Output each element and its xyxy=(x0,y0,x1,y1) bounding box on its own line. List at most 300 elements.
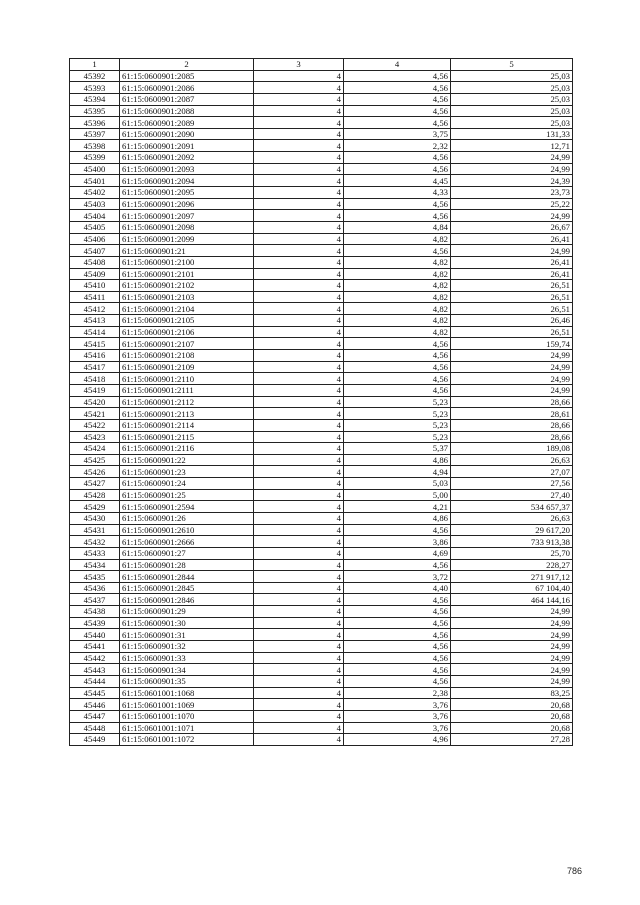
table-cell-col-1: 45419 xyxy=(70,384,120,396)
table-cell-col-1: 45432 xyxy=(70,536,120,548)
table-cell-col-4: 4,56 xyxy=(344,594,451,606)
table-cell-col-2: 61:15:0600901:2087 xyxy=(120,93,254,105)
table-row xyxy=(70,629,573,641)
table-cell-col-3: 4 xyxy=(254,280,344,292)
table-row xyxy=(70,536,573,548)
header-col-4: 4 xyxy=(344,59,451,71)
table-cell-col-2: 61:15:0600901:2845 xyxy=(120,582,254,594)
table-cell-col-4: 4,56 xyxy=(344,384,451,396)
table-cell-col-4: 4,56 xyxy=(344,338,451,350)
table-cell-col-1: 45415 xyxy=(70,338,120,350)
table-cell-col-3: 4 xyxy=(254,687,344,699)
table-cell-col-5: 25,03 xyxy=(451,82,573,94)
table-cell-col-5: 26,63 xyxy=(451,512,573,524)
table-cell-col-4: 4,56 xyxy=(344,559,451,571)
table-row xyxy=(70,233,573,245)
table-cell-col-4: 4,56 xyxy=(344,210,451,222)
table-cell-col-4: 4,69 xyxy=(344,547,451,559)
table-cell-col-1: 45413 xyxy=(70,315,120,327)
table-cell-col-1: 45443 xyxy=(70,664,120,676)
table-cell-col-1: 45403 xyxy=(70,198,120,210)
table-cell-col-1: 45429 xyxy=(70,501,120,513)
table-cell-col-4: 2,38 xyxy=(344,687,451,699)
table-cell-col-2: 61:15:0601001:1069 xyxy=(120,699,254,711)
table-cell-col-4: 5,37 xyxy=(344,443,451,455)
table-row xyxy=(70,303,573,315)
table-cell-col-1: 45424 xyxy=(70,443,120,455)
table-cell-col-5: 27,40 xyxy=(451,489,573,501)
table-cell-col-2: 61:15:0600901:2105 xyxy=(120,315,254,327)
table-cell-col-4: 4,82 xyxy=(344,256,451,268)
table-cell-col-2: 61:15:0600901:2091 xyxy=(120,140,254,152)
table-cell-col-1: 45447 xyxy=(70,710,120,722)
table-cell-col-5: 28,61 xyxy=(451,408,573,420)
table-cell-col-3: 4 xyxy=(254,338,344,350)
table-cell-col-5: 24,39 xyxy=(451,175,573,187)
table-cell-col-3: 4 xyxy=(254,431,344,443)
table-row xyxy=(70,443,573,455)
table-cell-col-2: 61:15:0600901:32 xyxy=(120,641,254,653)
table-cell-col-2: 61:15:0600901:2085 xyxy=(120,70,254,82)
table-row xyxy=(70,478,573,490)
table-cell-col-4: 3,76 xyxy=(344,699,451,711)
table-cell-col-1: 45435 xyxy=(70,571,120,583)
table-row xyxy=(70,175,573,187)
table-cell-col-4: 3,86 xyxy=(344,536,451,548)
table-cell-col-1: 45422 xyxy=(70,419,120,431)
table-cell-col-1: 45411 xyxy=(70,291,120,303)
table-cell-col-2: 61:15:0601001:1072 xyxy=(120,734,254,746)
table-cell-col-5: 26,41 xyxy=(451,268,573,280)
table-cell-col-2: 61:15:0600901:2666 xyxy=(120,536,254,548)
table-cell-col-3: 4 xyxy=(254,187,344,199)
table-cell-col-1: 45448 xyxy=(70,722,120,734)
table-cell-col-4: 4,82 xyxy=(344,315,451,327)
table-row xyxy=(70,641,573,653)
table-row xyxy=(70,373,573,385)
table-cell-col-3: 4 xyxy=(254,152,344,164)
table-cell-col-3: 4 xyxy=(254,256,344,268)
table-cell-col-3: 4 xyxy=(254,734,344,746)
table-cell-col-3: 4 xyxy=(254,443,344,455)
table-cell-col-5: 26,51 xyxy=(451,326,573,338)
table-cell-col-2: 61:15:0600901:2101 xyxy=(120,268,254,280)
table-cell-col-2: 61:15:0600901:2106 xyxy=(120,326,254,338)
table-cell-col-2: 61:15:0600901:2110 xyxy=(120,373,254,385)
table-cell-col-5: 159,74 xyxy=(451,338,573,350)
table-cell-col-5: 24,99 xyxy=(451,210,573,222)
table-cell-col-2: 61:15:0600901:2610 xyxy=(120,524,254,536)
cadastral-table xyxy=(69,58,573,746)
table-cell-col-4: 4,40 xyxy=(344,582,451,594)
table-row xyxy=(70,489,573,501)
table-cell-col-4: 4,21 xyxy=(344,501,451,513)
table-cell-col-3: 4 xyxy=(254,582,344,594)
table-cell-col-2: 61:15:0600901:35 xyxy=(120,675,254,687)
table-cell-col-4: 4,56 xyxy=(344,350,451,362)
table-cell-col-2: 61:15:0601001:1070 xyxy=(120,710,254,722)
table-row xyxy=(70,128,573,140)
table-cell-col-4: 4,56 xyxy=(344,652,451,664)
table-row xyxy=(70,524,573,536)
table-cell-col-1: 45430 xyxy=(70,512,120,524)
table-cell-col-4: 4,82 xyxy=(344,291,451,303)
page-number: 786 xyxy=(567,866,583,876)
table-cell-col-5: 24,99 xyxy=(451,652,573,664)
table-cell-col-3: 4 xyxy=(254,606,344,618)
table-cell-col-5: 27,07 xyxy=(451,466,573,478)
table-row xyxy=(70,675,573,687)
table-row xyxy=(70,408,573,420)
table-cell-col-2: 61:15:0600901:22 xyxy=(120,454,254,466)
table-cell-col-1: 45417 xyxy=(70,361,120,373)
table-row xyxy=(70,315,573,327)
table-cell-col-3: 4 xyxy=(254,128,344,140)
table-cell-col-5: 24,99 xyxy=(451,163,573,175)
table-cell-col-2: 61:15:0600901:2102 xyxy=(120,280,254,292)
table-cell-col-2: 61:15:0600901:25 xyxy=(120,489,254,501)
table-body xyxy=(70,70,573,745)
table-cell-col-5: 24,99 xyxy=(451,664,573,676)
table-cell-col-1: 45427 xyxy=(70,478,120,490)
table-cell-col-5: 25,03 xyxy=(451,105,573,117)
table-cell-col-1: 45398 xyxy=(70,140,120,152)
table-cell-col-1: 45396 xyxy=(70,117,120,129)
table-cell-col-5: 25,22 xyxy=(451,198,573,210)
table-row xyxy=(70,571,573,583)
table-cell-col-5: 20,68 xyxy=(451,710,573,722)
table-cell-col-3: 4 xyxy=(254,722,344,734)
table-cell-col-3: 4 xyxy=(254,105,344,117)
table-cell-col-2: 61:15:0600901:30 xyxy=(120,617,254,629)
table-cell-col-4: 4,56 xyxy=(344,70,451,82)
header-col-3: 3 xyxy=(254,59,344,71)
table-cell-col-5: 24,99 xyxy=(451,641,573,653)
table-cell-col-5: 24,99 xyxy=(451,361,573,373)
table-cell-col-3: 4 xyxy=(254,82,344,94)
table-cell-col-1: 45416 xyxy=(70,350,120,362)
table-cell-col-1: 45428 xyxy=(70,489,120,501)
table-cell-col-1: 45406 xyxy=(70,233,120,245)
table-cell-col-1: 45423 xyxy=(70,431,120,443)
table-cell-col-4: 4,82 xyxy=(344,280,451,292)
table-cell-col-2: 61:15:0600901:2108 xyxy=(120,350,254,362)
table-cell-col-1: 45402 xyxy=(70,187,120,199)
table-cell-col-5: 534 657,37 xyxy=(451,501,573,513)
table-cell-col-5: 27,56 xyxy=(451,478,573,490)
table-row xyxy=(70,384,573,396)
table-cell-col-2: 61:15:0600901:2093 xyxy=(120,163,254,175)
table-cell-col-5: 24,99 xyxy=(451,606,573,618)
table-cell-col-1: 45438 xyxy=(70,606,120,618)
table-cell-col-1: 45395 xyxy=(70,105,120,117)
table-cell-col-3: 4 xyxy=(254,466,344,478)
table-cell-col-3: 4 xyxy=(254,524,344,536)
table-cell-col-2: 61:15:0600901:21 xyxy=(120,245,254,257)
table-cell-col-1: 45394 xyxy=(70,93,120,105)
table-cell-col-3: 4 xyxy=(254,512,344,524)
table-cell-col-1: 45439 xyxy=(70,617,120,629)
table-cell-col-3: 4 xyxy=(254,408,344,420)
table-cell-col-1: 45414 xyxy=(70,326,120,338)
table-cell-col-3: 4 xyxy=(254,489,344,501)
table-cell-col-2: 61:15:0600901:2086 xyxy=(120,82,254,94)
table-cell-col-1: 45401 xyxy=(70,175,120,187)
table-row xyxy=(70,710,573,722)
table-cell-col-3: 4 xyxy=(254,396,344,408)
table-cell-col-4: 4,56 xyxy=(344,152,451,164)
table-cell-col-5: 67 104,40 xyxy=(451,582,573,594)
table-row xyxy=(70,210,573,222)
table-cell-col-3: 4 xyxy=(254,70,344,82)
table-row xyxy=(70,699,573,711)
table-cell-col-5: 24,99 xyxy=(451,675,573,687)
table-cell-col-3: 4 xyxy=(254,315,344,327)
table-cell-col-3: 4 xyxy=(254,594,344,606)
table-cell-col-5: 25,03 xyxy=(451,117,573,129)
table-cell-col-5: 12,71 xyxy=(451,140,573,152)
table-cell-col-5: 131,33 xyxy=(451,128,573,140)
table-cell-col-4: 4,56 xyxy=(344,641,451,653)
table-row xyxy=(70,187,573,199)
table-cell-col-4: 4,56 xyxy=(344,245,451,257)
table-row xyxy=(70,140,573,152)
table-cell-col-1: 45441 xyxy=(70,641,120,653)
table-cell-col-3: 4 xyxy=(254,268,344,280)
table-cell-col-3: 4 xyxy=(254,710,344,722)
table-cell-col-2: 61:15:0600901:2103 xyxy=(120,291,254,303)
table-row xyxy=(70,594,573,606)
table-cell-col-5: 27,28 xyxy=(451,734,573,746)
table-cell-col-5: 28,66 xyxy=(451,431,573,443)
table-row xyxy=(70,722,573,734)
table-cell-col-5: 26,41 xyxy=(451,256,573,268)
table-cell-col-2: 61:15:0600901:27 xyxy=(120,547,254,559)
table-row xyxy=(70,245,573,257)
table-cell-col-4: 4,56 xyxy=(344,617,451,629)
table-cell-col-1: 45412 xyxy=(70,303,120,315)
table-cell-col-2: 61:15:0600901:2095 xyxy=(120,187,254,199)
table-cell-col-1: 45425 xyxy=(70,454,120,466)
table-cell-col-4: 3,76 xyxy=(344,710,451,722)
table-cell-col-4: 2,32 xyxy=(344,140,451,152)
table-cell-col-5: 20,68 xyxy=(451,699,573,711)
table-cell-col-4: 4,86 xyxy=(344,454,451,466)
table-row xyxy=(70,163,573,175)
header-col-1: 1 xyxy=(70,59,120,71)
table-cell-col-3: 4 xyxy=(254,361,344,373)
table-cell-col-2: 61:15:0600901:2113 xyxy=(120,408,254,420)
table-cell-col-2: 61:15:0600901:2111 xyxy=(120,384,254,396)
table-row xyxy=(70,82,573,94)
table-cell-col-2: 61:15:0600901:23 xyxy=(120,466,254,478)
table-cell-col-2: 61:15:0600901:24 xyxy=(120,478,254,490)
table-cell-col-5: 20,68 xyxy=(451,722,573,734)
table-cell-col-4: 4,56 xyxy=(344,93,451,105)
table-cell-col-1: 45433 xyxy=(70,547,120,559)
table-cell-col-4: 3,75 xyxy=(344,128,451,140)
table-cell-col-1: 45444 xyxy=(70,675,120,687)
table-cell-col-2: 61:15:0600901:2107 xyxy=(120,338,254,350)
table-cell-col-5: 26,63 xyxy=(451,454,573,466)
table-row xyxy=(70,221,573,233)
table-cell-col-2: 61:15:0600901:33 xyxy=(120,652,254,664)
table-cell-col-3: 4 xyxy=(254,93,344,105)
table-row xyxy=(70,198,573,210)
table-cell-col-2: 61:15:0600901:29 xyxy=(120,606,254,618)
table-row xyxy=(70,105,573,117)
table-row xyxy=(70,582,573,594)
table-cell-col-1: 45426 xyxy=(70,466,120,478)
table-cell-col-1: 45421 xyxy=(70,408,120,420)
table-row xyxy=(70,466,573,478)
table-cell-col-2: 61:15:0600901:28 xyxy=(120,559,254,571)
table-cell-col-4: 4,56 xyxy=(344,105,451,117)
table-cell-col-3: 4 xyxy=(254,699,344,711)
table-cell-col-4: 3,72 xyxy=(344,571,451,583)
table-cell-col-2: 61:15:0600901:2094 xyxy=(120,175,254,187)
table-cell-col-4: 4,82 xyxy=(344,303,451,315)
table-cell-col-2: 61:15:0600901:2104 xyxy=(120,303,254,315)
table-cell-col-5: 24,99 xyxy=(451,152,573,164)
table-cell-col-2: 61:15:0600901:34 xyxy=(120,664,254,676)
table-cell-col-4: 4,56 xyxy=(344,198,451,210)
table-cell-col-2: 61:15:0600901:2844 xyxy=(120,571,254,583)
table-cell-col-1: 45434 xyxy=(70,559,120,571)
table-row xyxy=(70,419,573,431)
table-cell-col-2: 61:15:0600901:2100 xyxy=(120,256,254,268)
table-cell-col-4: 4,56 xyxy=(344,606,451,618)
table-cell-col-2: 61:15:0600901:26 xyxy=(120,512,254,524)
table-cell-col-1: 45393 xyxy=(70,82,120,94)
table-cell-col-3: 4 xyxy=(254,245,344,257)
table-row xyxy=(70,152,573,164)
table-cell-col-5: 25,70 xyxy=(451,547,573,559)
table-cell-col-4: 4,56 xyxy=(344,629,451,641)
table-cell-col-5: 83,25 xyxy=(451,687,573,699)
table-cell-col-4: 4,84 xyxy=(344,221,451,233)
table-cell-col-3: 4 xyxy=(254,350,344,362)
table-cell-col-1: 45397 xyxy=(70,128,120,140)
table-row xyxy=(70,734,573,746)
table-cell-col-1: 45399 xyxy=(70,152,120,164)
table-cell-col-5: 189,08 xyxy=(451,443,573,455)
table-cell-col-4: 5,23 xyxy=(344,419,451,431)
table-cell-col-5: 26,67 xyxy=(451,221,573,233)
table-cell-col-4: 4,56 xyxy=(344,524,451,536)
table-cell-col-2: 61:15:0600901:2116 xyxy=(120,443,254,455)
table-row xyxy=(70,291,573,303)
table-row xyxy=(70,454,573,466)
table-cell-col-5: 26,46 xyxy=(451,315,573,327)
table-row xyxy=(70,617,573,629)
table-row xyxy=(70,117,573,129)
table-row xyxy=(70,350,573,362)
table-cell-col-5: 25,03 xyxy=(451,70,573,82)
table-cell-col-4: 5,23 xyxy=(344,408,451,420)
table-row xyxy=(70,606,573,618)
table-cell-col-1: 45445 xyxy=(70,687,120,699)
table-cell-col-1: 45400 xyxy=(70,163,120,175)
table-cell-col-5: 24,99 xyxy=(451,629,573,641)
table-cell-col-2: 61:15:0600901:2097 xyxy=(120,210,254,222)
table-cell-col-4: 4,86 xyxy=(344,512,451,524)
table-cell-col-4: 5,23 xyxy=(344,431,451,443)
table-cell-col-5: 24,99 xyxy=(451,617,573,629)
table-cell-col-1: 45407 xyxy=(70,245,120,257)
table-cell-col-3: 4 xyxy=(254,384,344,396)
table-cell-col-4: 4,56 xyxy=(344,373,451,385)
table-cell-col-4: 4,94 xyxy=(344,466,451,478)
table-cell-col-5: 23,73 xyxy=(451,187,573,199)
table-cell-col-5: 24,99 xyxy=(451,350,573,362)
table-cell-col-4: 4,56 xyxy=(344,675,451,687)
table-cell-col-4: 5,00 xyxy=(344,489,451,501)
table-cell-col-3: 4 xyxy=(254,571,344,583)
table-cell-col-3: 4 xyxy=(254,117,344,129)
header-col-2: 2 xyxy=(120,59,254,71)
table-cell-col-1: 45436 xyxy=(70,582,120,594)
table-cell-col-2: 61:15:0600901:2089 xyxy=(120,117,254,129)
table-cell-col-3: 4 xyxy=(254,617,344,629)
table-cell-col-3: 4 xyxy=(254,419,344,431)
table-cell-col-1: 45449 xyxy=(70,734,120,746)
table-cell-col-3: 4 xyxy=(254,303,344,315)
table-cell-col-2: 61:15:0600901:2092 xyxy=(120,152,254,164)
table-cell-col-3: 4 xyxy=(254,664,344,676)
table-cell-col-2: 61:15:0600901:31 xyxy=(120,629,254,641)
table-cell-col-1: 45437 xyxy=(70,594,120,606)
table-cell-col-4: 4,33 xyxy=(344,187,451,199)
table-cell-col-3: 4 xyxy=(254,373,344,385)
table-cell-col-5: 26,51 xyxy=(451,291,573,303)
table-cell-col-5: 733 913,38 xyxy=(451,536,573,548)
table-cell-col-5: 464 144,16 xyxy=(451,594,573,606)
table-cell-col-5: 29 617,20 xyxy=(451,524,573,536)
table-cell-col-1: 45410 xyxy=(70,280,120,292)
table-cell-col-2: 61:15:0600901:2096 xyxy=(120,198,254,210)
table-cell-col-2: 61:15:0601001:1068 xyxy=(120,687,254,699)
table-cell-col-2: 61:15:0601001:1071 xyxy=(120,722,254,734)
table-cell-col-1: 45446 xyxy=(70,699,120,711)
table-cell-col-4: 4,56 xyxy=(344,361,451,373)
table-cell-col-3: 4 xyxy=(254,210,344,222)
table-cell-col-3: 4 xyxy=(254,629,344,641)
table-cell-col-3: 4 xyxy=(254,641,344,653)
table-cell-col-3: 4 xyxy=(254,536,344,548)
table-cell-col-2: 61:15:0600901:2112 xyxy=(120,396,254,408)
table-cell-col-3: 4 xyxy=(254,233,344,245)
table-cell-col-3: 4 xyxy=(254,326,344,338)
table-cell-col-4: 4,82 xyxy=(344,233,451,245)
table-cell-col-4: 4,56 xyxy=(344,664,451,676)
table-cell-col-4: 4,96 xyxy=(344,734,451,746)
table-cell-col-3: 4 xyxy=(254,478,344,490)
table-row xyxy=(70,361,573,373)
table-cell-col-2: 61:15:0600901:2115 xyxy=(120,431,254,443)
table-row xyxy=(70,326,573,338)
table-row xyxy=(70,559,573,571)
table-row xyxy=(70,93,573,105)
table-cell-col-1: 45405 xyxy=(70,221,120,233)
table-cell-col-4: 4,45 xyxy=(344,175,451,187)
table-cell-col-3: 4 xyxy=(254,163,344,175)
table-cell-col-3: 4 xyxy=(254,221,344,233)
table-row xyxy=(70,512,573,524)
table-cell-col-3: 4 xyxy=(254,501,344,513)
table-cell-col-2: 61:15:0600901:2099 xyxy=(120,233,254,245)
table-cell-col-4: 4,56 xyxy=(344,117,451,129)
